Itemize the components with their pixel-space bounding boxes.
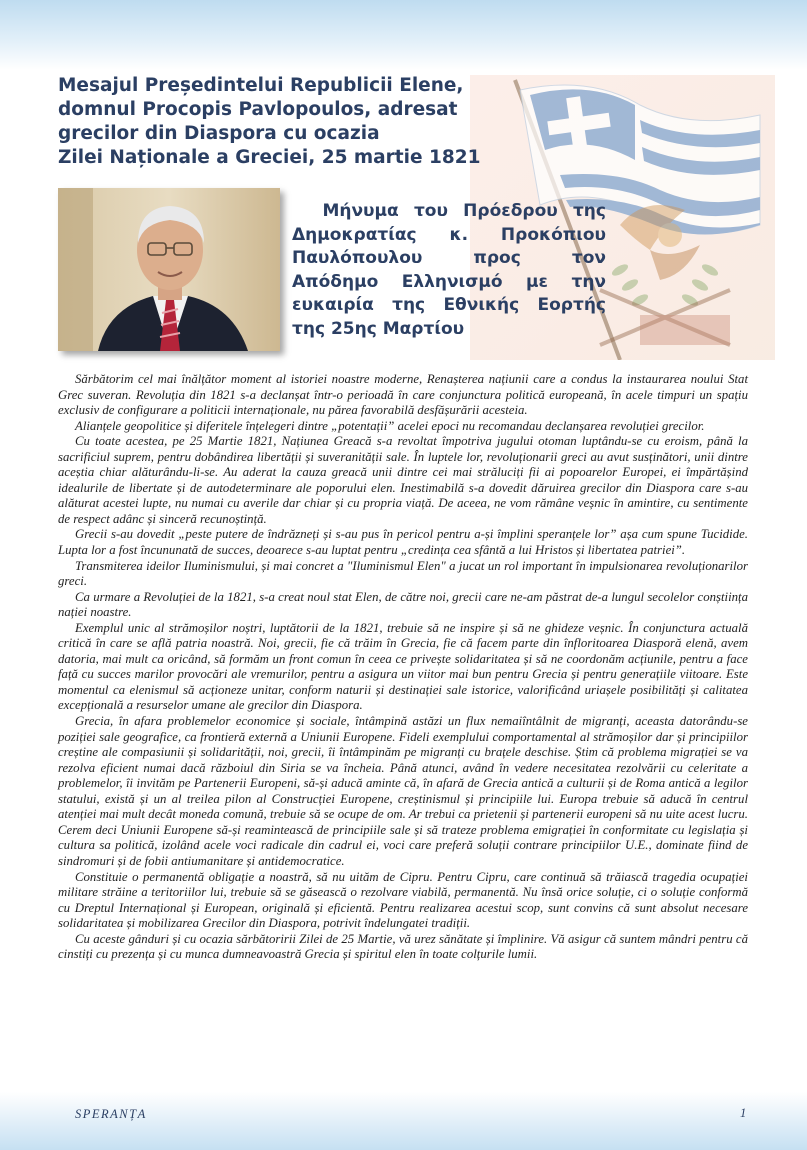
article-paragraph: Constituie o permanentă obligație a noastră, să nu uităm de Cipru. Pentru Cipru, care continuă să trăiască tragedia ocupației militare străine a teritoriilor lui, trebuie să se găsească o rezolvare viabilă, permanentă. Nu însă orice soluție, ci o soluție conformă cu Dreptul Internațional și European, originală și eficientă. Pentru realizarea acestui scop, sunt convins că sunt absolut necesare solidaritatea și mobilizarea Grecilor din Diaspora, potrivit îndelungatei tradiții. [58, 869, 748, 931]
page-number: 1 [740, 1106, 747, 1120]
article-body [58, 372, 748, 963]
article-paragraph: Transmiterea ideilor Iluminismului, și mai concret a "Iluminismul Elen" a jucat un rol important în impulsionarea revoluționarilor greci. [58, 558, 748, 589]
page-title-greek: Μήνυμα του Πρόεδρου της Δημοκρατίας κ. Προκόπιου Παυλόπουλου προς τον Απόδημο Ελληνισμό με την ευκαιρία της Εθνικής Εορτής της 25ης Μαρτίου [292, 201, 606, 339]
article-paragraph: Alianțele geopolitice și diferitele înțelegeri dintre „potentații” acelei epoci nu recomandau declanșarea revoluției grecilor. [75, 418, 705, 433]
page-title-romanian: Mesajul Președintelui Republicii Elene, domnul Procopis Pavlopoulos, adresat grecilor din Diaspora cu ocazia Zilei Naționale a Greciei, 25 martie 1821 [58, 75, 481, 168]
publication-name: SPERANȚA [75, 1107, 147, 1121]
article-paragraph: Grecii s-au dovedit „peste putere de îndrăzneți și s-au pus în pericol pentru a-și împlini speranțele lor” așa cum spune Tucidide. Lupta lor a fost încununată de succes, deoarece s-au luptat pentru „credința cea sfântă a lui Hristos și libertatea patriei”. [58, 527, 748, 558]
article-paragraph: Grecia, în afara problemelor economice și sociale, întâmpină astăzi un flux nemaiîntâlnit de migranți, aceasta datorându-se poziției sale geografice, ca frontieră externă a Uniunii Europene. Fideli exemplului comportamental al strămoșilor dar și principiilor creștine ale compasiunii și solidarității, noi, grecii, îi întâmpinăm pe migranți cu brațele deschise. Știm că problema migrației se va rezolva eficient numai dacă războiul din Siria se va încheia. Până atunci, având în vedere necesitatea rezolvării cu celeritate a problemelor, îi invităm pe Partenerii Europeni, să-și aducă aminte că, în afară de Grecia antică a culturii și de Roma antică a legilor statului, există și un al treilea pilon al Construcției Europene, creștinismul și principiile lui. Europa trebuie să aducă în centrul atenției mai mult decât moneda comună, trebuie să se ocupe de om. Ar trebui ca prietenii și partenerii europeni să nu uite acest lucru. Cerem deci Uniunii Europene să-și reamintească de principiile sale și să trateze problema emigrației în conformitate cu legislația și cultura sa politică, izolând acele voci radicale din cadrul ei, voci care preferă soluții contrare principiilor U.E., dominate fiind de sindromuri și de fobii antiumanitare și antidemocratice. [58, 714, 748, 868]
article-paragraph: Exemplul unic al strămoșilor noștri, luptătorii de la 1821, trebuie să ne inspire și să ne ghideze veșnic. În conjunctura actuală critică în care se află patria noastră. Noi, grecii, fie că trăim în Grecia, fie că facem parte din înfloritoarea Diasporă elenă, avem datoria, mai mult ca oricând, să formăm un front comun în ceea ce privește solidaritatea și să ne coordonăm acțiunile, pentru a face față cu succes marilor provocări ale vremurilor, pentru a asigura un viitor mai bun pentru Grecia și pentru generațiile viitoare. Este momentul ca elenismul să acționeze unitar, conform naturii și destinației sale istorice, valorificând uriașele posibilități și calitatea excepțională a resurselor umane ale grecilor din Diaspora. [58, 620, 748, 713]
top-gradient-band [0, 0, 807, 70]
article-paragraph: Ca urmare a Revoluției de la 1821, s-a creat noul stat Elen, de către noi, grecii care ne-am păstrat de-a lungul secolelor conștiința nației noastre. [58, 589, 748, 620]
article-paragraph: Sărbătorim cel mai înălțător moment al istoriei noastre moderne, Renașterea națiunii care a condus la instaurarea noului Stat Grec suveran. Revoluția din 1821 s-a declanșat într-o perioadă în care conjunctura politică europeană, în acele timpuri un spațiu exclusiv de configurare a politicii internaționale, nu părea favorabilă desfășurării acesteia. [58, 372, 748, 418]
portrait-photo [58, 188, 280, 351]
article-paragraph: Cu aceste gânduri și cu ocazia sărbătoririi Zilei de 25 Martie, vă urez sănătate și împlinire. Vă asigur că suntem mândri pentru că cinstiți cu prezența și cu munca dumneavoastră Grecia și spiritul elen în toate colțurile lumii. [58, 931, 748, 962]
article-paragraph: Cu toate acestea, pe 25 Martie 1821, Națiunea Greacă s-a revoltat împotriva jugului otoman luptându-se cu eroism, până la sacrificiul suprem, pentru dobândirea libertății și suveranității sale. În luptele lor, revoluționarii greci au avut susținători, unii dintre aceștia chiar alăturându-li-se. Au aderat la cauza greacă unii dintre cei mai străluciți fii ai popoarelor Europei, ei împărtășind idealurile de libertate și de autodeterminare ale poporului elen. Inestimabilă s-a dovedit dăruirea grecilor din Diaspora care s-au alăturat acestei lupte, nu numai cu averile dar chiar și cu propria viață. De aceea, ne vom rămâne veșnic în amintire, cu sentimente de respect adânc și sinceră recunoștință. [58, 434, 748, 526]
